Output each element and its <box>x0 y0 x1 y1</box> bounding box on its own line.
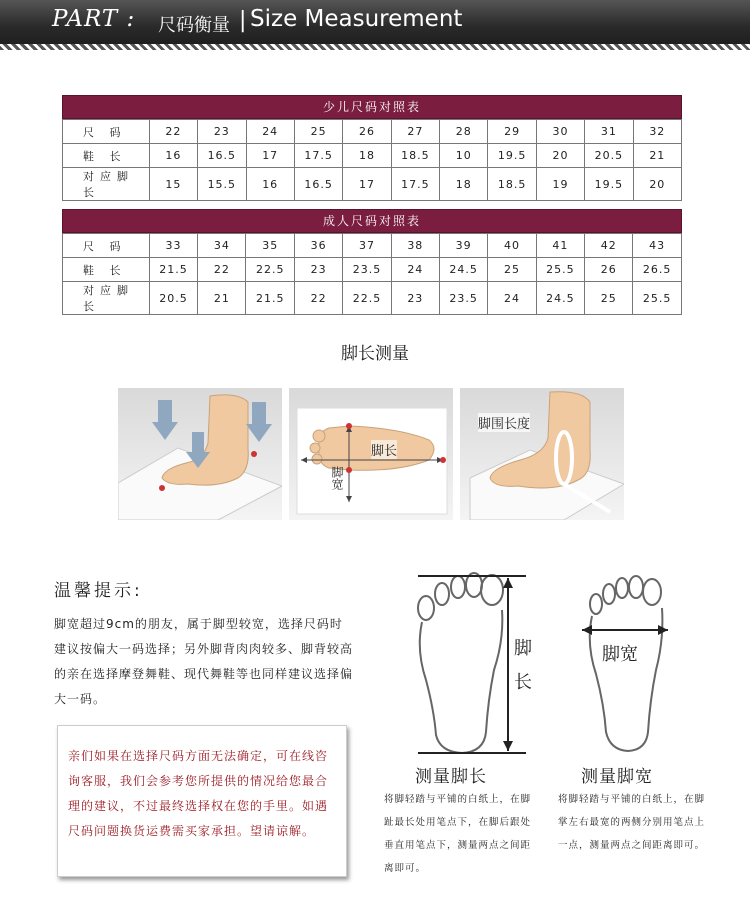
header-cn-title: 尺码衡量 <box>158 15 230 36</box>
table-cell: 26.5 <box>633 258 682 282</box>
table-cell: 19.5 <box>488 144 537 168</box>
table-cell: 39 <box>439 234 488 258</box>
kids-table-title: 少儿尺码对照表 <box>62 95 682 119</box>
zigzag-divider <box>0 44 750 50</box>
table-cell: 34 <box>198 234 246 258</box>
table-cell: 23 <box>391 282 439 315</box>
table-cell: 24 <box>246 120 294 144</box>
table-cell: 10 <box>440 144 488 168</box>
table-row <box>63 120 682 144</box>
table-cell: 20 <box>633 168 681 201</box>
table-cell: 30 <box>536 120 584 144</box>
table-cell: 32 <box>633 120 681 144</box>
measurement-title: 脚长测量 <box>341 344 409 364</box>
table-cell: 19 <box>536 168 584 201</box>
table-cell: 21.5 <box>149 258 198 282</box>
kids-size-table <box>62 95 682 201</box>
table-cell: 20 <box>536 144 584 168</box>
width-label: 脚宽 <box>602 640 638 666</box>
table-cell: 36 <box>295 234 343 258</box>
width-desc: 将脚轻踏与平铺的白纸上，在脚掌左右最宽的两侧分别用笔点上一点，测量两点之间距离即可。 <box>558 794 706 851</box>
table-cell: 41 <box>536 234 585 258</box>
table-cell: 40 <box>488 234 536 258</box>
notice-box <box>57 725 347 877</box>
foot-side-illustration <box>118 388 282 520</box>
table-cell: 25 <box>585 282 633 315</box>
table-cell: 17.5 <box>391 168 440 201</box>
kids-table-body <box>63 120 682 201</box>
table-cell: 23.5 <box>439 282 488 315</box>
table-cell: 22 <box>149 120 197 144</box>
table-cell: 24.5 <box>536 282 585 315</box>
adult-table-title: 成人尺码对照表 <box>62 209 682 233</box>
tips-title: 温馨提示: <box>54 581 143 601</box>
table-cell: 25 <box>488 258 536 282</box>
header-banner <box>0 0 750 44</box>
table-cell: 22.5 <box>343 282 392 315</box>
photo-girth-label: 脚围长度 <box>478 413 530 432</box>
table-cell: 16 <box>149 144 197 168</box>
table-cell: 15.5 <box>198 168 247 201</box>
table-cell: 21.5 <box>246 282 295 315</box>
foot-girth-illustration <box>460 388 624 520</box>
table-cell: 23.5 <box>343 258 392 282</box>
table-cell: 28 <box>440 120 488 144</box>
table-cell: 22.5 <box>246 258 295 282</box>
table-cell: 22 <box>198 258 246 282</box>
table-cell: 42 <box>585 234 633 258</box>
width-title: 测量脚宽 <box>581 767 653 787</box>
row-label: 对应脚长 <box>63 168 150 201</box>
table-cell: 18.5 <box>488 168 537 201</box>
photo-foot-top <box>289 388 453 520</box>
adult-size-table <box>62 209 682 315</box>
table-cell: 33 <box>149 234 198 258</box>
photo-length-label: 脚长 <box>371 440 397 459</box>
table-cell: 37 <box>343 234 392 258</box>
table-cell: 25 <box>294 120 343 144</box>
table-cell: 16.5 <box>294 168 343 201</box>
row-label: 尺 码 <box>63 234 150 258</box>
length-desc: 将脚轻踏与平铺的白纸上，在脚趾最长处用笔点下，在脚后跟处垂直用笔点下，测量两点之间距离即可。 <box>384 794 532 874</box>
table-cell: 17 <box>246 144 294 168</box>
table-cell: 35 <box>246 234 295 258</box>
photo-width-label: 脚宽 <box>330 466 344 490</box>
row-label: 鞋 长 <box>63 258 150 282</box>
length-vertical-label: 脚长 <box>513 632 533 700</box>
row-label: 尺 码 <box>63 120 150 144</box>
table-cell: 18.5 <box>391 144 440 168</box>
table-cell: 18 <box>440 168 488 201</box>
table-row <box>63 234 682 258</box>
table-cell: 18 <box>343 144 391 168</box>
table-cell: 16.5 <box>198 144 247 168</box>
tips-body: 脚宽超过9cm的朋友，属于脚型较宽，选择尺码时建议按偏大一码选择；另外脚背肉肉较多、脚背较高的亲在选择摩登舞鞋、现代舞鞋等也同样建议选择偏大一码。 <box>54 617 354 706</box>
table-row <box>63 144 682 168</box>
length-title: 测量脚长 <box>415 767 487 787</box>
table-cell: 27 <box>391 120 440 144</box>
table-cell: 22 <box>295 282 343 315</box>
table-cell: 16 <box>246 168 294 201</box>
table-cell: 24 <box>391 258 439 282</box>
photo-foot-side <box>118 388 282 520</box>
table-cell: 15 <box>149 168 197 201</box>
table-cell: 20.5 <box>149 282 198 315</box>
table-cell: 31 <box>585 120 634 144</box>
table-cell: 29 <box>488 120 537 144</box>
table-cell: 19.5 <box>585 168 634 201</box>
table-cell: 38 <box>391 234 439 258</box>
header-separator: | <box>239 8 247 33</box>
table-cell: 26 <box>585 258 633 282</box>
table-cell: 25.5 <box>536 258 585 282</box>
table-cell: 21 <box>198 282 246 315</box>
table-row <box>63 258 682 282</box>
part-label: PART : <box>52 6 136 32</box>
notice-text: 亲们如果在选择尺码方面无法确定，可在线咨询客服，我们会参考您所提供的情况给您最合理的建议，不过最终选择权在您的手里。如遇尺码问题换货运费需买家承担。望请谅解。 <box>68 749 329 838</box>
header-en-title: Size Measurement <box>250 6 463 32</box>
adult-table-body <box>63 234 682 315</box>
photo-foot-girth <box>460 388 624 520</box>
table-cell: 21 <box>633 144 681 168</box>
table-cell: 23 <box>198 120 247 144</box>
row-label: 对应脚长 <box>63 282 150 315</box>
table-cell: 24.5 <box>439 258 488 282</box>
table-cell: 24 <box>488 282 536 315</box>
row-label: 鞋 长 <box>63 144 150 168</box>
table-cell: 23 <box>295 258 343 282</box>
table-cell: 17 <box>343 168 391 201</box>
table-row <box>63 168 682 201</box>
table-cell: 17.5 <box>294 144 343 168</box>
table-cell: 26 <box>343 120 391 144</box>
table-cell: 20.5 <box>585 144 634 168</box>
table-cell: 25.5 <box>633 282 682 315</box>
table-cell: 43 <box>633 234 682 258</box>
table-row <box>63 282 682 315</box>
foot-width-diagram <box>580 574 670 759</box>
